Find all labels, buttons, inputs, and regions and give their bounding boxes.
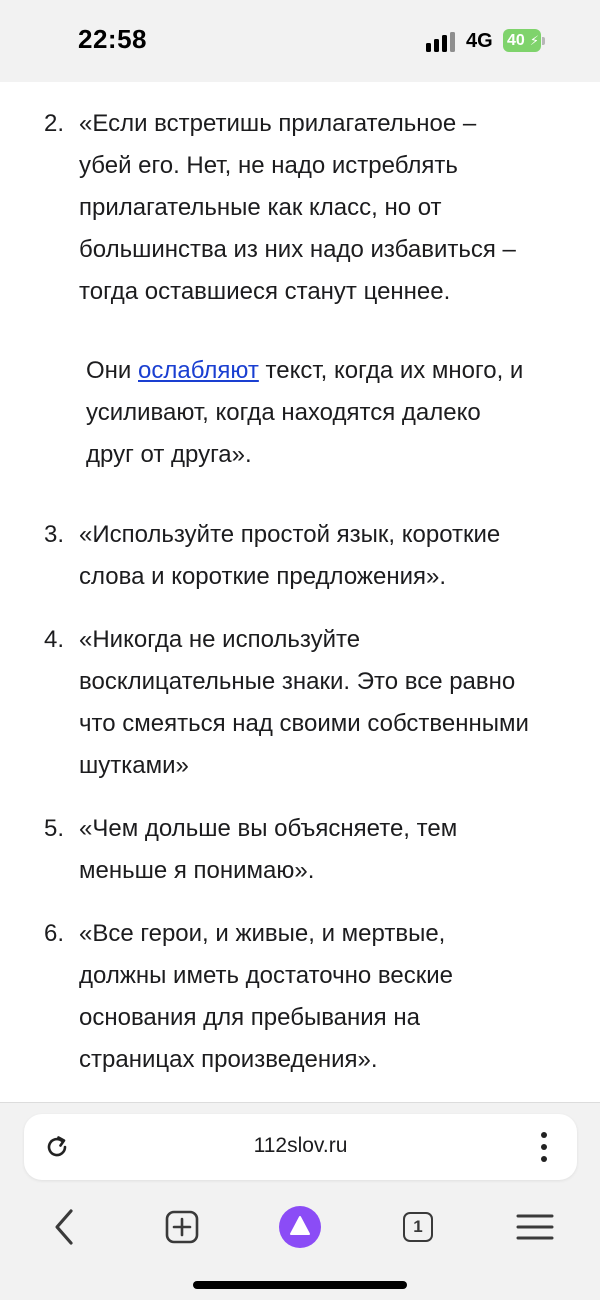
text-line: «Никогда не используйте xyxy=(79,626,361,653)
list-item-text xyxy=(79,103,579,313)
text-line: усиливают, когда находятся далеко xyxy=(86,399,481,426)
article-link[interactable]: ослабляют xyxy=(138,357,259,384)
alice-assistant-icon xyxy=(270,1197,330,1257)
address-bar[interactable] xyxy=(24,1114,577,1180)
list-item-number: 2. xyxy=(44,110,65,137)
list-item-number: 5. xyxy=(44,815,65,842)
hamburger-menu-icon xyxy=(505,1197,565,1257)
list-item-number: 3. xyxy=(44,521,65,548)
text-line: слова и короткие предложения». xyxy=(79,563,446,590)
browser-bottom-bar xyxy=(0,1102,600,1300)
new-tab-icon xyxy=(152,1197,212,1257)
list-item-number: 4. xyxy=(44,626,65,653)
text-line: Они ослабляют текст, когда их много, и xyxy=(86,357,524,384)
text-line: «Используйте простой язык, короткие xyxy=(79,521,501,548)
text-line: тогда оставшиеся станут ценнее. xyxy=(79,278,451,305)
alice-assistant-button[interactable] xyxy=(270,1197,330,1257)
status-time: 22:58 xyxy=(78,24,147,54)
text-line: большинства из них надо избавиться – xyxy=(79,236,516,263)
text-line: основания для пребывания на xyxy=(79,1004,420,1031)
url-text[interactable]: 112slov.ru xyxy=(253,1134,348,1157)
sub-paragraph xyxy=(86,350,586,476)
cellular-signal-icon xyxy=(426,32,458,52)
text-line: убей его. Нет, не надо истреблять xyxy=(79,152,458,179)
text-line: друг от друга». xyxy=(86,441,252,468)
text-line: «Все герои, и живые, и мертвые, xyxy=(79,920,446,947)
tabs-button[interactable] xyxy=(388,1197,448,1257)
text-line: шутками» xyxy=(79,752,189,779)
article-content xyxy=(0,82,600,1102)
tabs-icon: 1 xyxy=(403,1212,433,1242)
list-item-text xyxy=(79,514,579,598)
text-line: меньше я понимаю». xyxy=(79,857,315,884)
text-line: должны иметь достаточно веские xyxy=(79,962,453,989)
hamburger-menu-button[interactable] xyxy=(505,1197,565,1257)
back-icon xyxy=(34,1197,94,1257)
list-item-text xyxy=(79,619,579,787)
list-item-text xyxy=(79,913,579,1081)
back-button[interactable] xyxy=(34,1197,94,1257)
browser-toolbar xyxy=(0,1197,600,1257)
text-line: восклицательные знаки. Это все равно xyxy=(79,668,516,695)
status-bar xyxy=(0,0,600,82)
list-item-text xyxy=(79,808,579,892)
battery-level: 40 xyxy=(507,32,525,49)
more-menu-icon[interactable] xyxy=(529,1130,559,1164)
battery-icon: 40 ⚡ xyxy=(503,29,545,52)
network-type: 4G xyxy=(466,30,493,52)
list-item-number: 6. xyxy=(44,920,65,947)
home-indicator xyxy=(193,1281,407,1289)
text-line: прилагательные как класс, но от xyxy=(79,194,442,221)
text-line: что смеяться над своими собственными xyxy=(79,710,529,737)
text-line: страницах произведения». xyxy=(79,1046,378,1073)
new-tab-button[interactable] xyxy=(152,1197,212,1257)
text-line: «Если встретишь прилагательное – xyxy=(79,110,477,137)
text-line: «Чем дольше вы объясняете, тем xyxy=(79,815,458,842)
